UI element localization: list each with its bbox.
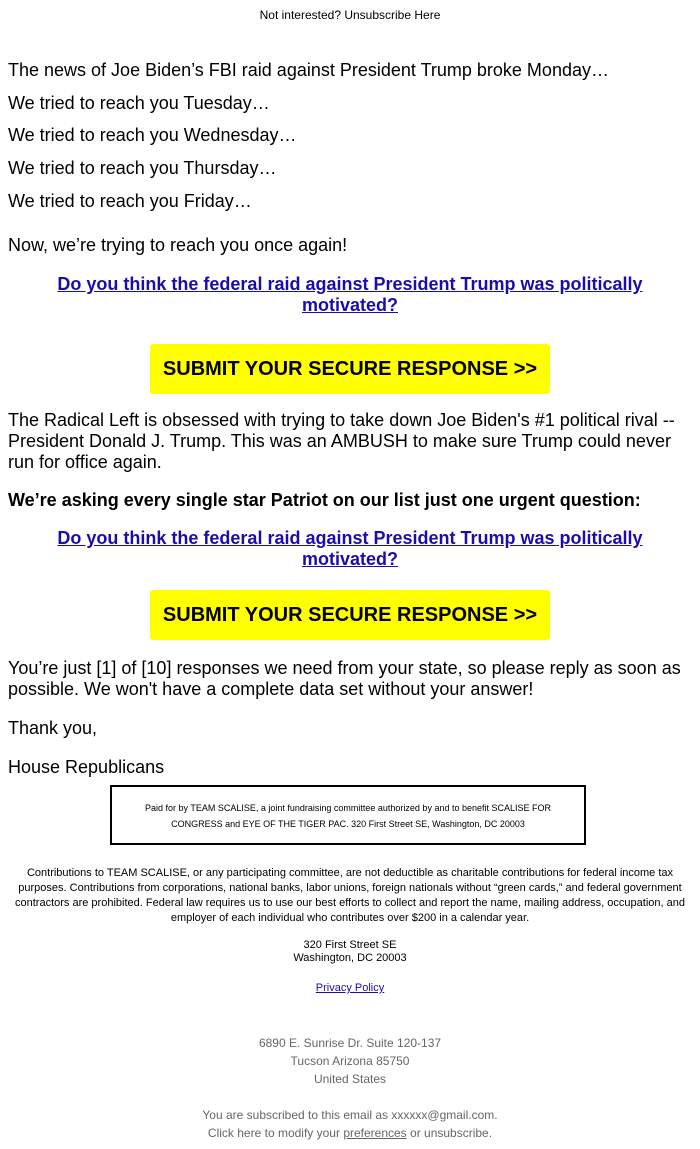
- submit-response-button-2[interactable]: SUBMIT YOUR SECURE RESPONSE >>: [150, 590, 550, 640]
- mailing-address-city: Tucson Arizona 85750: [290, 1054, 410, 1068]
- body-line-again: Now, we’re trying to reach you once again!: [8, 235, 348, 255]
- body-line-thursday: We tried to reach you Thursday…: [8, 158, 277, 178]
- modify-preferences-line: [0, 1124, 700, 1142]
- subscribed-email-text: You are subscribed to this email as xxxxxx@gmail.com.: [202, 1108, 498, 1122]
- body-line-tuesday: We tried to reach you Tuesday…: [8, 93, 270, 113]
- body-line-wednesday: We tried to reach you Wednesday…: [8, 125, 297, 145]
- modify-suffix: or unsubscribe.: [406, 1126, 493, 1140]
- cta-wrapper-2: [8, 590, 692, 640]
- unsubscribe-header[interactable]: [0, 8, 700, 22]
- paid-for-text: Paid for by TEAM SCALISE, a joint fundraising committee authorized by and to benefit SCALISE FOR CONGRESS and EYE OF THE TIGER PAC. 320 First Street SE, Washington, DC 20003: [144, 803, 552, 829]
- mailing-address: [0, 1034, 700, 1088]
- body-signature: House Republicans: [8, 757, 165, 777]
- contributions-disclaimer: Contributions to TEAM SCALISE, or any participating committee, are not deductible as charitable contributions for federal income tax purposes. Contributions from corporations, national banks, labor unions, foreign nationals without “green cards,” and federal government contractors are prohibited. Federal law requires us to use our best efforts to collect and report the name, mailing address, occupation, and employer of each individual who contributes over $200 in a calendar year.: [15, 867, 685, 924]
- modify-prefix: Click here to modify your: [207, 1126, 344, 1140]
- body-line-monday: The news of Joe Biden’s FBI raid against President Trump broke Monday…: [8, 60, 609, 80]
- privacy-policy-link[interactable]: Privacy Policy: [315, 982, 385, 994]
- committee-address-city: Washington, DC 20003: [293, 952, 407, 964]
- subscription-info: [0, 1106, 700, 1142]
- paid-for-disclaimer-box: [110, 785, 586, 845]
- privacy-container: [0, 982, 700, 995]
- body-thanks: Thank you,: [8, 718, 98, 738]
- cta-wrapper-1: [8, 344, 692, 394]
- committee-address-street: 320 First Street SE: [303, 939, 397, 951]
- mailing-address-street: 6890 E. Sunrise Dr. Suite 120-137: [258, 1036, 442, 1050]
- question-link-2[interactable]: Do you think the federal raid against President Trump was politically motivated?: [57, 528, 643, 569]
- body-para-radical-left: The Radical Left is obsessed with trying to take down Joe Biden's #1 political rival -- President Donald J. Trump. This was an AMBUSH to make sure Trump could never run for office again.: [8, 410, 675, 472]
- email-body: [8, 60, 692, 778]
- body-para-urgent-question: We’re asking every single star Patriot on our list just one urgent question:: [8, 490, 641, 510]
- preferences-link[interactable]: preferences: [343, 1126, 407, 1140]
- body-line-friday: We tried to reach you Friday…: [8, 191, 252, 211]
- body-para-responses: You’re just [1] of [10] responses we need from your state, so please reply as soon as possible. We won't have a complete data set without your answer!: [8, 658, 681, 699]
- unsubscribe-link[interactable]: Not interested? Unsubscribe Here: [259, 8, 441, 22]
- mailing-address-country: United States: [313, 1072, 387, 1086]
- submit-response-button-1[interactable]: SUBMIT YOUR SECURE RESPONSE >>: [150, 344, 550, 394]
- question-link-1[interactable]: Do you think the federal raid against President Trump was politically motivated?: [57, 274, 643, 315]
- committee-address: [0, 939, 700, 965]
